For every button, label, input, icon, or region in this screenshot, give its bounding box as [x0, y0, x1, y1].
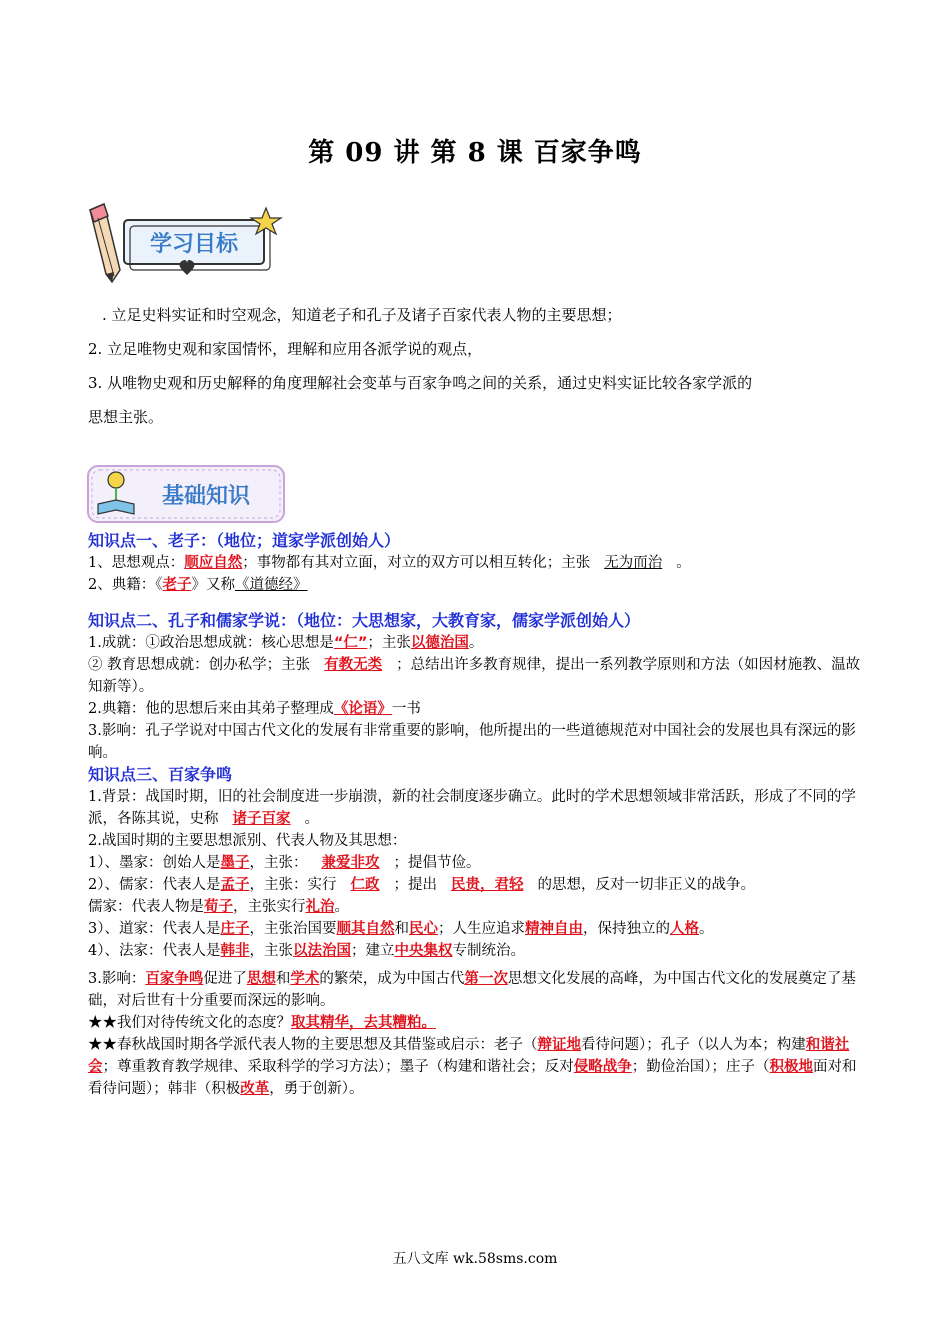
k3-confucianism: 2）、儒家：代表人是孟子，主张：实行 仁政 ；提出 民贵，君轻 的思想，反对一切非正义的战争。 — [88, 877, 755, 893]
k1-line-1: 1、思想观点：顺应自然；事物都有其对立面，对立的双方可以相互转化；主张 无为而治 。 — [88, 555, 691, 571]
basic-knowledge-badge — [84, 452, 294, 538]
k1-line-2: 2、典籍：《老子》又称《道德经》 — [88, 577, 308, 593]
goal-1: . 立足史料实证和时空观念，知道老子和孔子及诸子百家代表人物的主要思想； — [102, 306, 622, 324]
learning-goals-badge — [84, 198, 294, 284]
k3-influence: 3.影响：百家争鸣促进了思想和学术的繁荣，成为中国古代第一次思想文化发展的高峰，为中国古代文化的发展奠定了基础，对后世有十分重要而深远的影响。 — [88, 971, 856, 1009]
section-heading-3: 知识点三、百家争鸣 — [88, 765, 233, 784]
k2-line-3: 2.典籍：他的思想后来由其弟子整理成《论语》一书 — [88, 701, 421, 717]
k3-mohism: 1）、墨家：创始人是墨子，主张： 兼爱非攻 ；提倡节俭。 — [88, 855, 481, 871]
page-footer: 五八文库 wk.58sms.com — [392, 1251, 558, 1267]
section-heading-2: 知识点二、孔子和儒家学说：（地位：大思想家，大教育家，儒家学派创始人） — [88, 611, 641, 630]
k3-taoism: 3）、道家：代表人是庄子，主张治国要顺其自然和民心；人生应追求精神自由，保持独立的人格。 — [88, 921, 714, 937]
k3-confucianism-2: 儒家：代表人物是荀子，主张实行礼治。 — [88, 899, 349, 915]
k3-legalism: 4）、法家：代表人是韩非，主张以法治国；建立中央集权专制统治。 — [88, 943, 525, 959]
knowledge-content — [88, 530, 868, 1100]
k2-line-4: 3.影响：孔子学说对中国古代文化的发展有非常重要的影响，他所提出的一些道德规范对中国社会的发展也具有深远的影响。 — [88, 723, 856, 761]
goal-2: 2. 立足唯物史观和家国情怀，理解和应用各派学说的观点， — [88, 340, 483, 358]
page-title: 第 09 讲 第 8 课 百家争鸣 — [308, 138, 642, 168]
goal-3: 3. 从唯物史观和历史解释的角度理解社会变革与百家争鸣之间的关系，通过史料实证比较各家学派的 — [88, 374, 753, 392]
k2-line-2: ② 教育思想成就：创办私学；主张 有教无类 ；总结出许多教育规律，提出一系列教学原则和方法（如因材施教、温故知新等）。 — [88, 657, 861, 695]
k3-background: 1.背景：战国时期，旧的社会制度进一步崩溃，新的社会制度逐步确立。此时的学术思想领域非常活跃，形成了不同的学派，各陈其说，史称 诸子百家 。 — [88, 789, 856, 827]
k3-star-1: ★★我们对待传统文化的态度？取其精华，去其糟粕。 — [88, 1015, 436, 1031]
k3-star-2: ★★春秋战国时期各学派代表人物的主要思想及其借鉴或启示：老子（辩证地看待问题）；孔子（以人为本；构建和谐社会；尊重教育教学规律、采取科学的学习方法）；墨子（构建和谐社会；反对侵略战争；勤俭治国）；庄子（积极地面对和看待问题）；韩非（积极改革，勇于创新）。 — [88, 1037, 857, 1097]
badge-goals-label: 学习目标 — [149, 231, 239, 256]
section-heading-1: 知识点一、老子：（地位；道家学派创始人） — [88, 531, 401, 550]
badge-basics-label: 基础知识 — [161, 483, 251, 508]
learning-goals — [88, 298, 868, 434]
k3-schools-intro: 2.战国时期的主要思想派别、代表人物及其思想： — [88, 833, 407, 849]
k2-line-1: 1.成就：①政治思想成就：核心思想是“仁”；主张以德治国。 — [88, 635, 484, 651]
goal-3-cont: 思想主张。 — [88, 408, 164, 426]
pencil-icon — [90, 204, 120, 282]
